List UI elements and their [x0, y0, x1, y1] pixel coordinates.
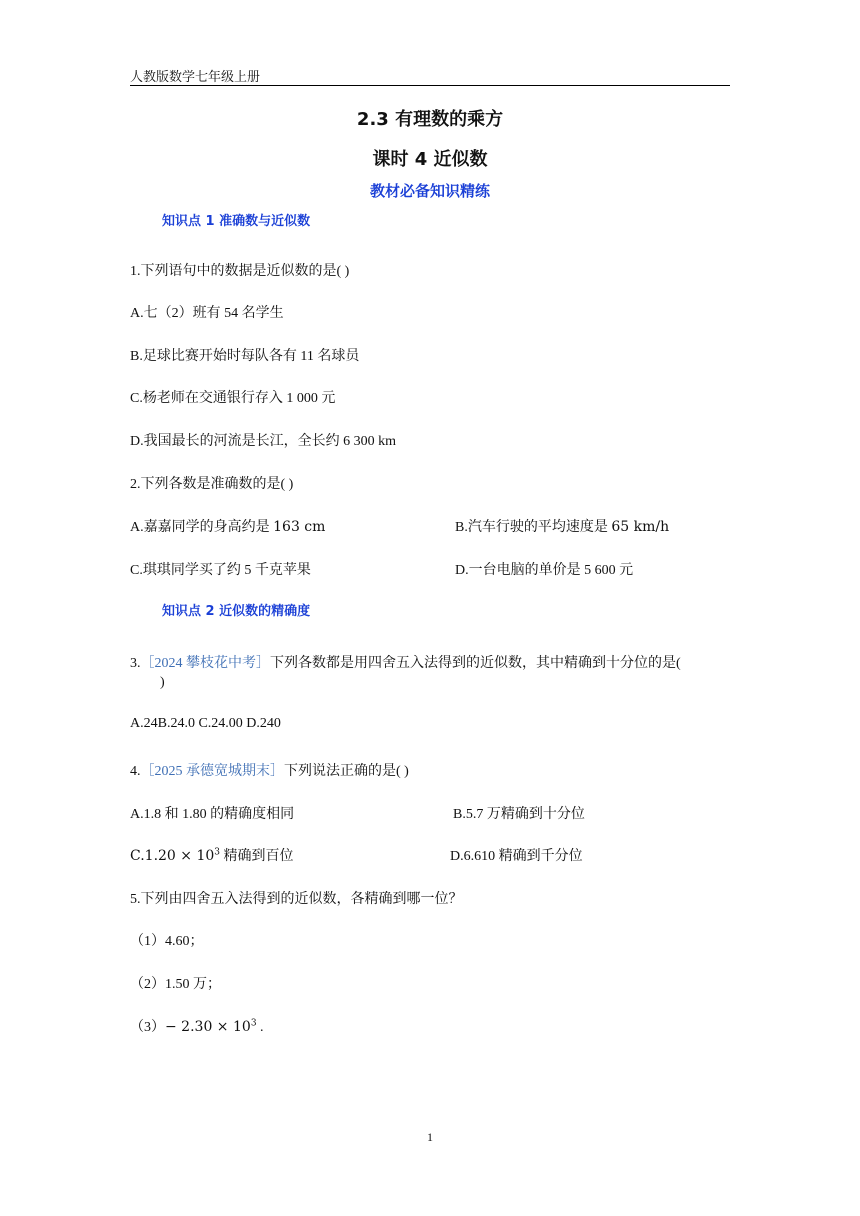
q5-part-3-exponent: 3 [250, 1018, 257, 1029]
q4-stem-text: 下列说法正确的是( ) [284, 764, 409, 779]
q3-stem-end: ) [160, 675, 165, 690]
page-number: 1 [427, 1130, 433, 1144]
subsection-title: 教材必备知识精练 [369, 182, 490, 200]
section-title: 2.3 有理数的乘方 [356, 109, 504, 130]
q4-option-c-math: C.1.20 × 10 [130, 848, 215, 864]
q2-option-d: D.一台电脑的单价是 5 600 元 [455, 563, 634, 578]
q4-option-a: A.1.8 和 1.80 的精确度相同 [130, 807, 295, 822]
q5-part-1: （1）4.60； [130, 934, 204, 949]
q3-source: ［2024 攀枝花中考］ [140, 656, 270, 671]
q4-number: 4. [130, 764, 141, 779]
q4-option-d: D.6.610 精确到千分位 [450, 849, 583, 864]
q4-option-b: B.5.7 万精确到十分位 [453, 807, 585, 822]
knowledge-point-2: 知识点 2 近似数的精确度 [162, 604, 311, 619]
q1-option-d: D.我国最长的河流是长江，全长约 6 300 km [130, 434, 396, 449]
q5-part-3 [130, 1016, 264, 1036]
q2-option-c: C.琪琪同学买了约 5 千克苹果 [130, 563, 311, 578]
q1-option-c: C.杨老师在交通银行存入 1 000 元 [130, 391, 336, 406]
q3-stem [130, 652, 681, 672]
q2-option-a [130, 516, 325, 536]
q1-stem: 1.下列语句中的数据是近似数的是( ) [130, 264, 350, 279]
q4-source: ［2025 承德宽城期末］ [140, 764, 284, 779]
lesson-title: 课时 4 近似数 [372, 149, 488, 170]
q2-option-a-value: 163 cm [273, 519, 326, 535]
q4-option-c-exponent: 3 [214, 847, 221, 858]
q4-option-c-text: 精确到百位 [220, 849, 294, 864]
q2-option-b [455, 516, 669, 536]
knowledge-point-1: 知识点 1 准确数与近似数 [162, 214, 311, 229]
q1-option-b: B.足球比赛开始时每队各有 11 名球员 [130, 349, 360, 364]
q5-stem: 5.下列由四舍五入法得到的近似数，各精确到哪一位？ [130, 892, 463, 907]
page-header: 人教版数学七年级上册 [130, 70, 261, 85]
q5-part-3-suffix: . [256, 1020, 264, 1035]
q5-part-3-prefix: （3） [130, 1020, 165, 1035]
q3-stem-text: 下列各数都是用四舍五入法得到的近似数，其中精确到十分位的是( [270, 656, 681, 671]
q5-part-2: （2）1.50 万； [130, 977, 221, 992]
q2-option-a-text: A.嘉嘉同学的身高约是 [130, 520, 274, 535]
q4-stem [130, 760, 409, 780]
q3-number: 3. [130, 656, 141, 671]
q1-option-a: A.七（2）班有 54 名学生 [130, 306, 284, 321]
q5-part-3-math: − 2.30 × 10 [165, 1019, 251, 1035]
q2-option-b-value: 65 km/h [611, 519, 670, 535]
q4-option-c [130, 845, 294, 865]
q2-stem: 2.下列各数是准确数的是( ) [130, 477, 294, 492]
q3-options: A.24B.24.0 C.24.00 D.240 [130, 716, 281, 731]
header-rule [130, 85, 730, 86]
q2-option-b-text: B.汽车行驶的平均速度是 [455, 520, 612, 535]
